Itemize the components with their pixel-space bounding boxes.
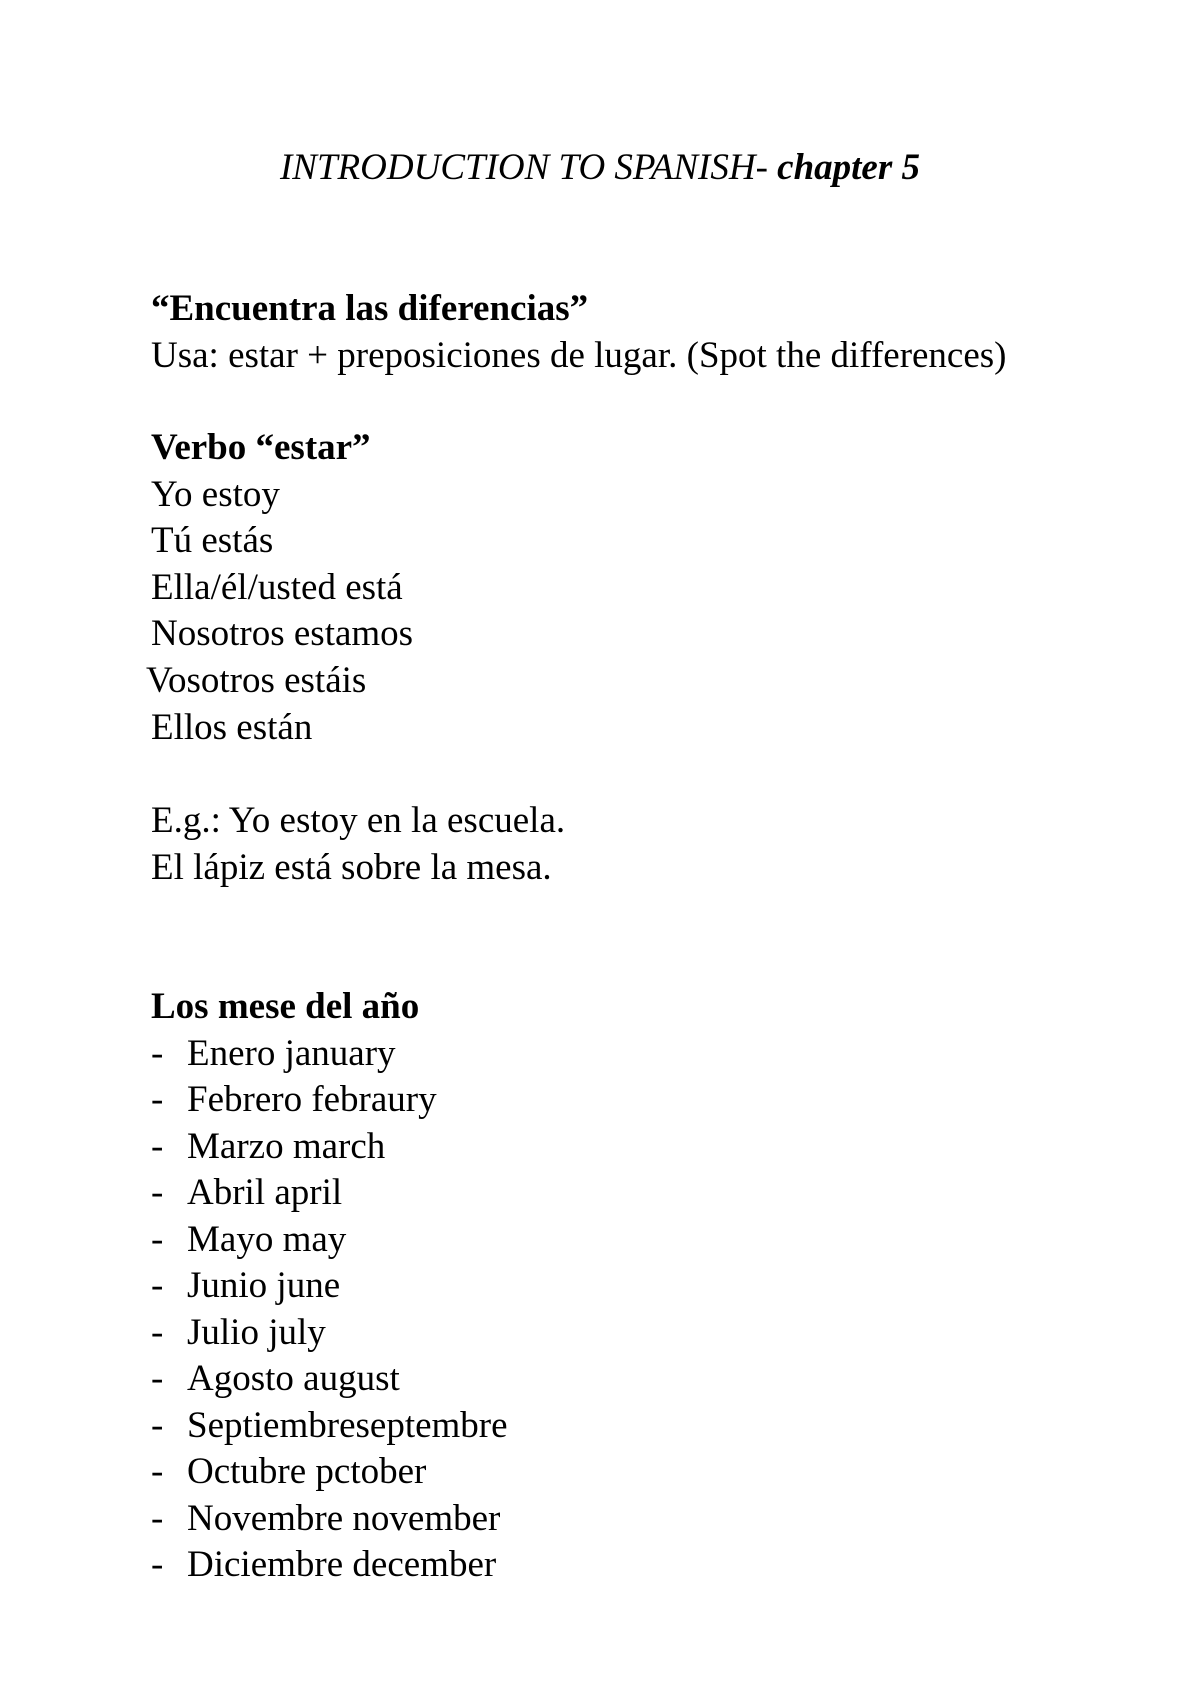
bullet-dash: - [151,1451,164,1492]
month-text: Diciembre december [187,1544,497,1585]
title-chapter: chapter 5 [777,147,921,188]
month-text: Octubre pctober [187,1451,427,1492]
bullet-dash: - [151,1079,164,1120]
page-title [0,145,1200,191]
month-text: Febrero febraury [187,1079,437,1120]
bullet-dash: - [151,1358,164,1399]
month-text: Marzo march [187,1126,386,1167]
section-heading-estar: Verbo “estar” [151,427,371,468]
bullet-dash: - [151,1033,164,1074]
section-heading-differences: “Encuentra las diferencias” [151,288,589,329]
bullet-dash: - [151,1498,164,1539]
example-line: El lápiz está sobre la mesa. [151,847,552,888]
section-heading-months: Los mese del año [151,986,420,1027]
month-text: Agosto august [187,1358,400,1399]
bullet-dash: - [151,1405,164,1446]
month-text: Mayo may [187,1219,347,1260]
month-text: Novembre november [187,1498,501,1539]
bullet-dash: - [151,1126,164,1167]
conjugation-line: Ella/él/usted está [151,567,403,608]
bullet-dash: - [151,1172,164,1213]
conjugation-line: Yo estoy [151,474,280,515]
bullet-dash: - [151,1312,164,1353]
bullet-dash: - [151,1265,164,1306]
conjugation-line: Tú estás [151,520,274,561]
bullet-dash: - [151,1544,164,1585]
bullet-dash: - [151,1219,164,1260]
month-text: Abril april [187,1172,343,1213]
month-text: Julio july [187,1312,326,1353]
title-main: INTRODUCTION TO SPANISH- [279,147,768,188]
month-text: Septiembreseptembre [187,1405,508,1446]
example-line: E.g.: Yo estoy en la escuela. [151,800,566,841]
month-text: Enero january [187,1033,396,1074]
month-text: Junio june [187,1265,341,1306]
instruction-text: Usa: estar + preposiciones de lugar. (Spot the differences) [151,335,1007,376]
conjugation-line: Vosotros estáis [146,660,367,701]
conjugation-line: Ellos están [151,707,313,748]
conjugation-line: Nosotros estamos [151,613,414,654]
